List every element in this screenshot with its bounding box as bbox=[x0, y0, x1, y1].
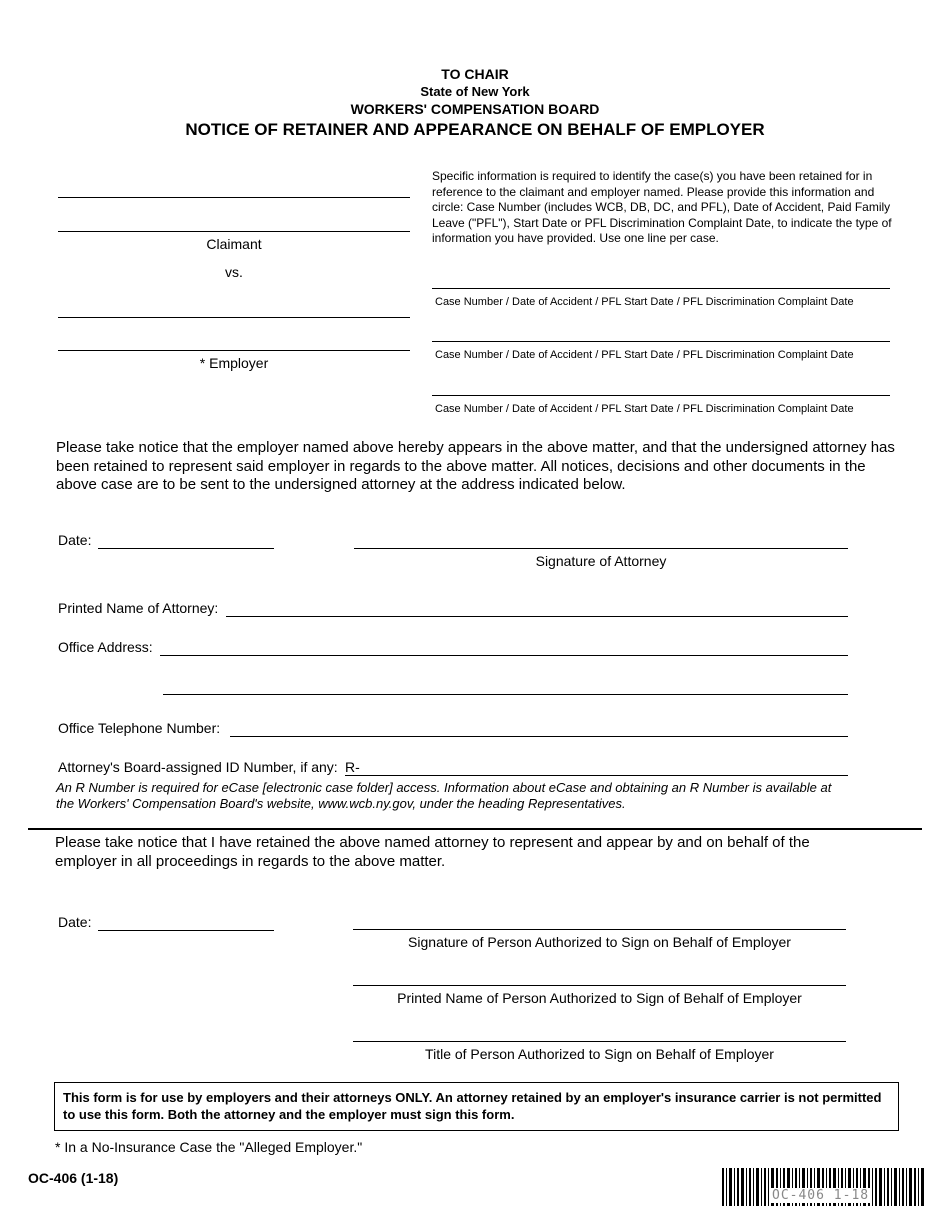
case-line-2[interactable] bbox=[432, 341, 890, 342]
claimant-line-2[interactable] bbox=[58, 231, 410, 232]
attorney-date-label: Date: bbox=[58, 532, 92, 548]
board-id-field[interactable] bbox=[345, 775, 848, 776]
warning-box bbox=[54, 1082, 899, 1131]
attorney-date-field[interactable] bbox=[98, 548, 274, 549]
warning-text: This form is for use by employers and their attorneys ONLY. An attorney retained by an employer's insurance carrier is not permitted to use this form. Both the attorney and the employer must sign this form. bbox=[63, 1090, 882, 1122]
employer-printed-name-field[interactable] bbox=[353, 985, 846, 986]
header-to: TO CHAIR bbox=[441, 66, 509, 82]
employer-line-2[interactable] bbox=[58, 350, 410, 351]
office-phone-field[interactable] bbox=[230, 736, 848, 737]
office-phone-label: Office Telephone Number: bbox=[58, 720, 221, 736]
page-title: NOTICE OF RETAINER AND APPEARANCE ON BEHALF OF EMPLOYER bbox=[185, 120, 765, 139]
case-line-label-3: Case Number / Date of Accident / PFL Start Date / PFL Discrimination Complaint Date bbox=[435, 403, 854, 415]
office-address-label: Office Address: bbox=[58, 639, 153, 655]
vs-label: vs. bbox=[225, 264, 243, 280]
printed-name-field[interactable] bbox=[226, 616, 848, 617]
office-address-field-1[interactable] bbox=[160, 655, 848, 656]
employer-date-label: Date: bbox=[58, 914, 92, 930]
office-address-field-2[interactable] bbox=[163, 694, 848, 695]
employer-notice: Please take notice that I have retained the above named attorney to represent and appear by and on behalf of the employer in all proceedings in regards to the above matter. bbox=[55, 834, 810, 870]
employer-title-label: Title of Person Authorized to Sign on Behalf of Employer bbox=[425, 1046, 774, 1062]
barcode-text: OC-406 1-18 bbox=[772, 1188, 870, 1203]
claimant-label: Claimant bbox=[206, 236, 262, 252]
case-line-3[interactable] bbox=[432, 395, 890, 396]
attorney-notice: Please take notice that the employer named above hereby appears in the above matter, and that the undersigned attorney has been retained to represent said employer in regards to the above matter. All notices, decisions and other documents in the above case are to be sent to the undersigned attorney at the address indicated below. bbox=[56, 439, 895, 493]
claimant-line-1[interactable] bbox=[58, 197, 410, 198]
employer-date-field[interactable] bbox=[98, 930, 274, 931]
board-id-prefix: R- bbox=[345, 759, 360, 775]
employer-title-field[interactable] bbox=[353, 1041, 846, 1042]
case-instructions: Specific information is required to identify the case(s) you have been retained for in reference to the claimant and employer named. Please provide this information and circle: Case Number (includes WCB, DB, DC, and PFL), Date of Accident, Paid Family Leave ("PFL"), Start Date or PFL Discrimination Complaint Date, to indicate the type of information you have provided. Use one line per case. bbox=[432, 169, 892, 245]
case-line-label-1: Case Number / Date of Accident / PFL Start Date / PFL Discrimination Complaint Date bbox=[435, 296, 854, 308]
header-board: WORKERS' COMPENSATION BOARD bbox=[350, 101, 600, 117]
header-state: State of New York bbox=[420, 84, 530, 99]
footnote: * In a No-Insurance Case the "Alleged Employer." bbox=[55, 1139, 363, 1155]
attorney-signature-field[interactable] bbox=[354, 548, 848, 549]
employer-signature-field[interactable] bbox=[353, 929, 846, 930]
employer-signature-label: Signature of Person Authorized to Sign on Behalf of Employer bbox=[408, 934, 791, 950]
printed-name-label: Printed Name of Attorney: bbox=[58, 600, 219, 616]
employer-label: * Employer bbox=[199, 355, 269, 371]
section-divider bbox=[28, 828, 922, 830]
r-number-note: An R Number is required for eCase [electronic case folder] access. Information about eCase and obtaining an R Number is available at the Workers' Compensation Board's website, www.wcb.ny.gov, under the heading Representatives. bbox=[56, 780, 832, 811]
attorney-signature-label: Signature of Attorney bbox=[535, 553, 667, 569]
case-line-1[interactable] bbox=[432, 288, 890, 289]
case-line-label-2: Case Number / Date of Accident / PFL Start Date / PFL Discrimination Complaint Date bbox=[435, 349, 854, 361]
board-id-label: Attorney's Board-assigned ID Number, if any: bbox=[58, 759, 338, 775]
employer-line-1[interactable] bbox=[58, 317, 410, 318]
employer-printed-name-label: Printed Name of Person Authorized to Sign of Behalf of Employer bbox=[397, 990, 802, 1006]
form-id: OC-406 (1-18) bbox=[28, 1170, 119, 1186]
